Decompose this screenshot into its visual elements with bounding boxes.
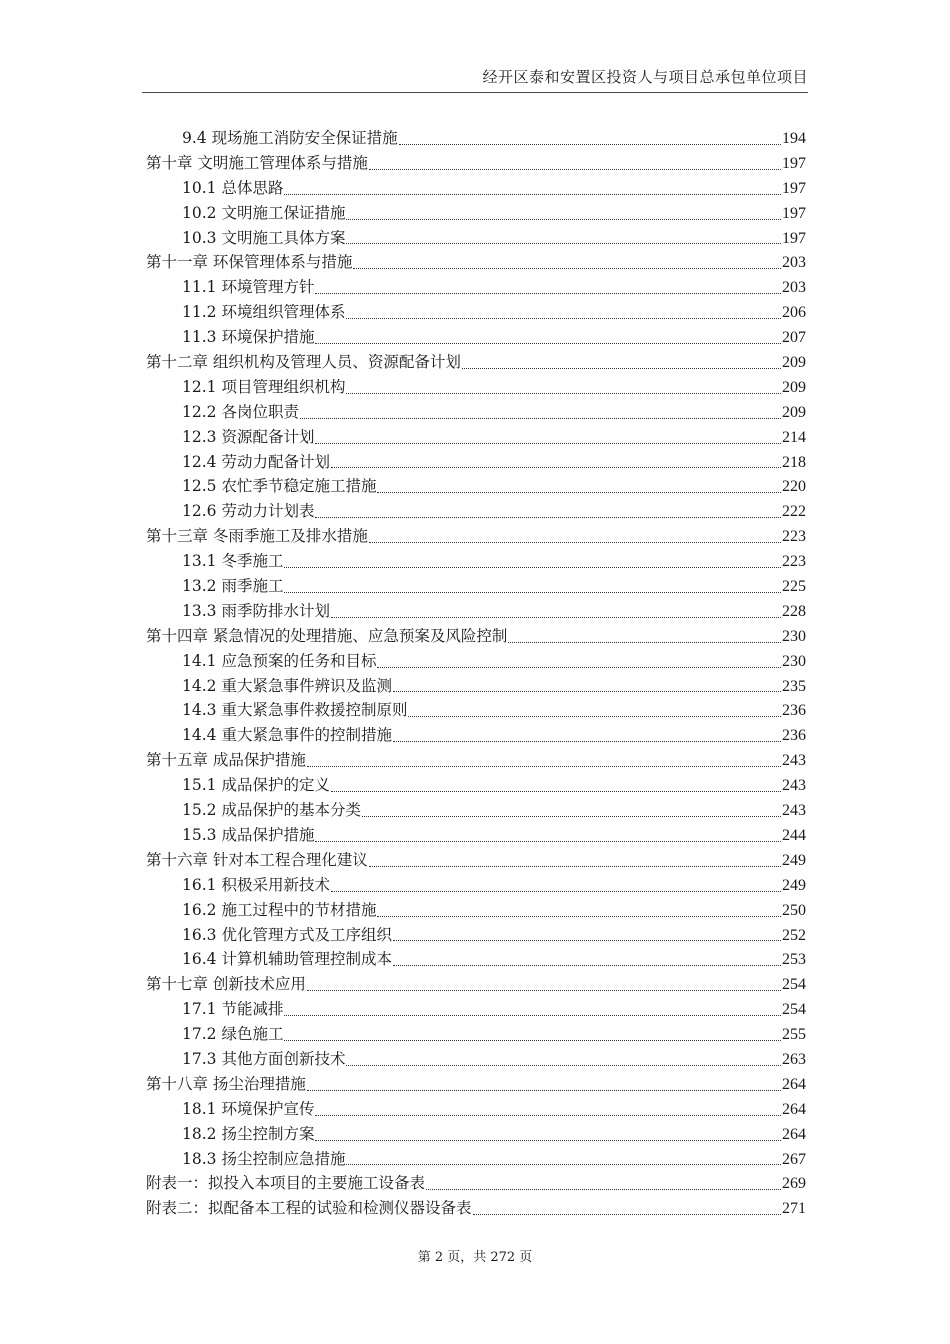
toc-entry-page-number: 209 xyxy=(782,354,806,372)
toc-entry[interactable] xyxy=(146,176,806,201)
toc-dot-leader xyxy=(346,218,781,220)
toc-entry-page-number: 269 xyxy=(782,1175,806,1193)
toc-dot-leader xyxy=(369,168,781,170)
toc-dot-leader xyxy=(462,367,781,369)
toc-entry-title: 第十二章 组织机构及管理人员、资源配备计划 xyxy=(146,353,461,372)
toc-dot-leader xyxy=(399,143,781,145)
toc-entry-title: 12.1 项目管理组织机构 xyxy=(182,377,346,396)
toc-dot-leader xyxy=(307,765,781,767)
toc-entry-page-number: 209 xyxy=(782,403,806,421)
toc-entry-title: 第十五章 成品保护措施 xyxy=(146,751,306,770)
toc-entry-title: 14.3 重大紧急事件救援控制原则 xyxy=(182,701,408,720)
toc-entry[interactable] xyxy=(146,997,806,1022)
toc-dot-leader xyxy=(346,242,781,244)
toc-entry-title: 13.1 冬季施工 xyxy=(182,552,284,571)
toc-dot-leader xyxy=(307,989,781,991)
toc-entry[interactable] xyxy=(146,798,806,823)
toc-dot-leader xyxy=(393,939,781,941)
toc-dot-leader xyxy=(408,715,781,717)
toc-entry-title: 11.1 环境管理方针 xyxy=(182,278,315,297)
toc-entry[interactable] xyxy=(146,723,806,748)
toc-entry-page-number: 243 xyxy=(782,802,806,820)
toc-entry-title: 附表二：拟配备本工程的试验和检测仪器设备表 xyxy=(146,1199,472,1218)
toc-entry-title: 16.1 积极采用新技术 xyxy=(182,875,330,894)
toc-entry-page-number: 271 xyxy=(782,1200,806,1218)
toc-entry-page-number: 264 xyxy=(782,1075,806,1093)
toc-entry[interactable] xyxy=(146,350,806,375)
toc-entry[interactable] xyxy=(146,524,806,549)
toc-entry-page-number: 197 xyxy=(782,204,806,222)
toc-entry-title: 第十四章 紧急情况的处理措施、应急预案及风险控制 xyxy=(146,626,508,645)
toc-entry[interactable] xyxy=(146,151,806,176)
toc-entry-title: 10.2 文明施工保证措施 xyxy=(182,203,346,222)
toc-dot-leader xyxy=(331,616,781,618)
toc-entry-page-number: 264 xyxy=(782,1125,806,1143)
toc-entry-page-number: 254 xyxy=(782,1001,806,1019)
toc-entry-title: 16.4 计算机辅助管理控制成本 xyxy=(182,950,392,969)
toc-dot-leader xyxy=(307,1089,781,1091)
toc-entry-page-number: 236 xyxy=(782,727,806,745)
toc-entry-page-number: 222 xyxy=(782,503,806,521)
toc-dot-leader xyxy=(315,840,781,842)
toc-dot-leader xyxy=(315,442,781,444)
toc-entry[interactable] xyxy=(146,201,806,226)
toc-entry[interactable] xyxy=(146,624,806,649)
toc-entry-page-number: 235 xyxy=(782,677,806,695)
toc-entry[interactable] xyxy=(146,450,806,475)
toc-dot-leader xyxy=(362,815,781,817)
toc-dot-leader xyxy=(315,1114,781,1116)
toc-entry-title: 14.1 应急预案的任务和目标 xyxy=(182,651,377,670)
toc-entry-page-number: 197 xyxy=(782,179,806,197)
toc-entry-page-number: 197 xyxy=(782,229,806,247)
toc-entry-title: 17.1 节能减排 xyxy=(182,1000,284,1019)
toc-dot-leader xyxy=(377,491,781,493)
toc-entry-title: 15.1 成品保护的定义 xyxy=(182,776,330,795)
toc-entry-title: 第十一章 环保管理体系与措施 xyxy=(146,253,353,272)
toc-dot-leader xyxy=(473,1213,781,1215)
toc-entry-page-number: 230 xyxy=(782,652,806,670)
toc-dot-leader xyxy=(393,964,781,966)
toc-entry-title: 第十章 文明施工管理体系与措施 xyxy=(146,153,368,172)
toc-dot-leader xyxy=(315,516,781,518)
toc-entry-page-number: 209 xyxy=(782,378,806,396)
toc-entry-page-number: 236 xyxy=(782,702,806,720)
toc-dot-leader xyxy=(346,317,781,319)
toc-entry-title: 12.6 劳动力计划表 xyxy=(182,502,315,521)
toc-entry[interactable] xyxy=(146,275,806,300)
toc-entry[interactable] xyxy=(146,226,806,251)
toc-dot-leader xyxy=(284,1014,781,1016)
toc-entry-page-number: 203 xyxy=(782,279,806,297)
toc-entry[interactable] xyxy=(146,375,806,400)
toc-entry-page-number: 263 xyxy=(782,1050,806,1068)
toc-entry-title: 18.2 扬尘控制方案 xyxy=(182,1124,315,1143)
toc-entry-page-number: 252 xyxy=(782,926,806,944)
toc-entry[interactable] xyxy=(146,947,806,972)
toc-entry-title: 16.2 施工过程中的节材措施 xyxy=(182,900,377,919)
toc-entry-title: 第十三章 冬雨季施工及排水措施 xyxy=(146,527,368,546)
toc-dot-leader xyxy=(315,292,781,294)
toc-entry-page-number: 230 xyxy=(782,627,806,645)
toc-dot-leader xyxy=(393,740,781,742)
toc-dot-leader xyxy=(346,1064,781,1066)
toc-entry[interactable] xyxy=(146,698,806,723)
toc-entry-page-number: 223 xyxy=(782,528,806,546)
toc-entry-page-number: 249 xyxy=(782,851,806,869)
toc-entry[interactable] xyxy=(146,300,806,325)
toc-entry-page-number: 203 xyxy=(782,254,806,272)
toc-entry-title: 14.4 重大紧急事件的控制措施 xyxy=(182,726,392,745)
toc-entry-title: 12.2 各岗位职责 xyxy=(182,402,299,421)
header-divider xyxy=(142,92,808,93)
toc-entry[interactable] xyxy=(146,250,806,275)
toc-entry-title: 14.2 重大紧急事件辨识及监测 xyxy=(182,676,392,695)
toc-entry-title: 12.3 资源配备计划 xyxy=(182,427,315,446)
toc-entry[interactable] xyxy=(146,549,806,574)
toc-entry-title: 15.3 成品保护措施 xyxy=(182,825,315,844)
toc-dot-leader xyxy=(346,1163,781,1165)
toc-entry-title: 17.3 其他方面创新技术 xyxy=(182,1049,346,1068)
toc-dot-leader xyxy=(331,466,781,468)
toc-entry-page-number: 253 xyxy=(782,951,806,969)
toc-dot-leader xyxy=(377,666,781,668)
toc-entry-page-number: 218 xyxy=(782,453,806,471)
page-footer: 第 2 页，共 272 页 xyxy=(417,1250,533,1265)
toc-entry-title: 16.3 优化管理方式及工序组织 xyxy=(182,925,392,944)
toc-entry-title: 18.1 环境保护宣传 xyxy=(182,1099,315,1118)
toc-entry[interactable] xyxy=(146,823,806,848)
toc-entry-page-number: 228 xyxy=(782,602,806,620)
toc-entry-page-number: 220 xyxy=(782,478,806,496)
toc-entry-page-number: 243 xyxy=(782,752,806,770)
toc-entry-page-number: 223 xyxy=(782,553,806,571)
toc-entry-title: 第十八章 扬尘治理措施 xyxy=(146,1074,306,1093)
toc-entry[interactable] xyxy=(146,574,806,599)
toc-dot-leader xyxy=(284,566,781,568)
toc-entry-page-number: 197 xyxy=(782,154,806,172)
toc-entry[interactable] xyxy=(146,1072,806,1097)
toc-entry-page-number: 206 xyxy=(782,304,806,322)
toc-entry-page-number: 264 xyxy=(782,1100,806,1118)
toc-entry[interactable] xyxy=(146,1171,806,1196)
toc-entry-page-number: 244 xyxy=(782,826,806,844)
toc-entry[interactable] xyxy=(146,325,806,350)
toc-entry-title: 第十六章 针对本工程合理化建议 xyxy=(146,850,368,869)
toc-entry[interactable] xyxy=(146,499,806,524)
toc-entry-page-number: 207 xyxy=(782,329,806,347)
toc-dot-leader xyxy=(284,591,781,593)
toc-entry-title: 10.3 文明施工具体方案 xyxy=(182,228,346,247)
toc-entry-title: 第十七章 创新技术应用 xyxy=(146,975,306,994)
page-header: 经开区泰和安置区投资人与项目总承包单位项目 xyxy=(482,68,808,86)
toc-entry[interactable] xyxy=(146,848,806,873)
toc-entry[interactable] xyxy=(146,898,806,923)
toc-dot-leader xyxy=(369,865,781,867)
toc-entry[interactable] xyxy=(146,1022,806,1047)
toc-entry[interactable] xyxy=(146,649,806,674)
toc-entry[interactable] xyxy=(146,972,806,997)
toc-entry-page-number: 254 xyxy=(782,976,806,994)
toc-entry-title: 附表一：拟投入本项目的主要施工设备表 xyxy=(146,1174,426,1193)
table-of-contents xyxy=(146,126,806,1221)
toc-dot-leader xyxy=(331,890,781,892)
toc-entry[interactable] xyxy=(146,1047,806,1072)
toc-entry-title: 9.4 现场施工消防安全保证措施 xyxy=(182,129,398,147)
toc-entry-page-number: 267 xyxy=(782,1150,806,1168)
toc-entry-page-number: 225 xyxy=(782,578,806,596)
toc-dot-leader xyxy=(508,641,781,643)
toc-entry-page-number: 194 xyxy=(782,130,806,147)
toc-entry[interactable] xyxy=(146,599,806,624)
toc-dot-leader xyxy=(353,267,781,269)
toc-dot-leader xyxy=(346,392,781,394)
toc-entry-title: 12.4 劳动力配备计划 xyxy=(182,452,330,471)
toc-entry-title: 11.2 环境组织管理体系 xyxy=(182,303,346,322)
toc-entry-title: 13.2 雨季施工 xyxy=(182,577,284,596)
toc-entry[interactable] xyxy=(146,1147,806,1172)
toc-entry-title: 18.3 扬尘控制应急措施 xyxy=(182,1149,346,1168)
toc-entry-page-number: 243 xyxy=(782,777,806,795)
toc-entry[interactable] xyxy=(146,474,806,499)
toc-entry[interactable] xyxy=(146,1097,806,1122)
toc-dot-leader xyxy=(284,1039,781,1041)
toc-entry[interactable] xyxy=(146,126,806,151)
toc-entry-title: 17.2 绿色施工 xyxy=(182,1025,284,1044)
toc-entry-title: 13.3 雨季防排水计划 xyxy=(182,601,330,620)
toc-dot-leader xyxy=(331,790,781,792)
toc-dot-leader xyxy=(369,541,781,543)
toc-dot-leader xyxy=(315,1139,781,1141)
toc-entry-page-number: 214 xyxy=(782,428,806,446)
toc-entry-title: 12.5 农忙季节稳定施工措施 xyxy=(182,477,377,496)
toc-entry[interactable] xyxy=(146,748,806,773)
toc-entry[interactable] xyxy=(146,674,806,699)
toc-entry[interactable] xyxy=(146,400,806,425)
toc-entry[interactable] xyxy=(146,773,806,798)
toc-entry-page-number: 249 xyxy=(782,876,806,894)
toc-dot-leader xyxy=(377,915,781,917)
toc-entry-title: 11.3 环境保护措施 xyxy=(182,328,315,347)
toc-dot-leader xyxy=(393,690,781,692)
toc-entry-title: 15.2 成品保护的基本分类 xyxy=(182,801,361,820)
toc-dot-leader xyxy=(426,1188,781,1190)
toc-entry-title: 10.1 总体思路 xyxy=(182,178,284,197)
toc-entry-page-number: 255 xyxy=(782,1026,806,1044)
toc-entry[interactable] xyxy=(146,923,806,948)
toc-entry[interactable] xyxy=(146,1196,806,1221)
toc-entry[interactable] xyxy=(146,425,806,450)
toc-dot-leader xyxy=(284,193,781,195)
toc-entry[interactable] xyxy=(146,1122,806,1147)
toc-dot-leader xyxy=(300,417,781,419)
toc-entry[interactable] xyxy=(146,873,806,898)
toc-entry-page-number: 250 xyxy=(782,901,806,919)
toc-dot-leader xyxy=(315,342,781,344)
